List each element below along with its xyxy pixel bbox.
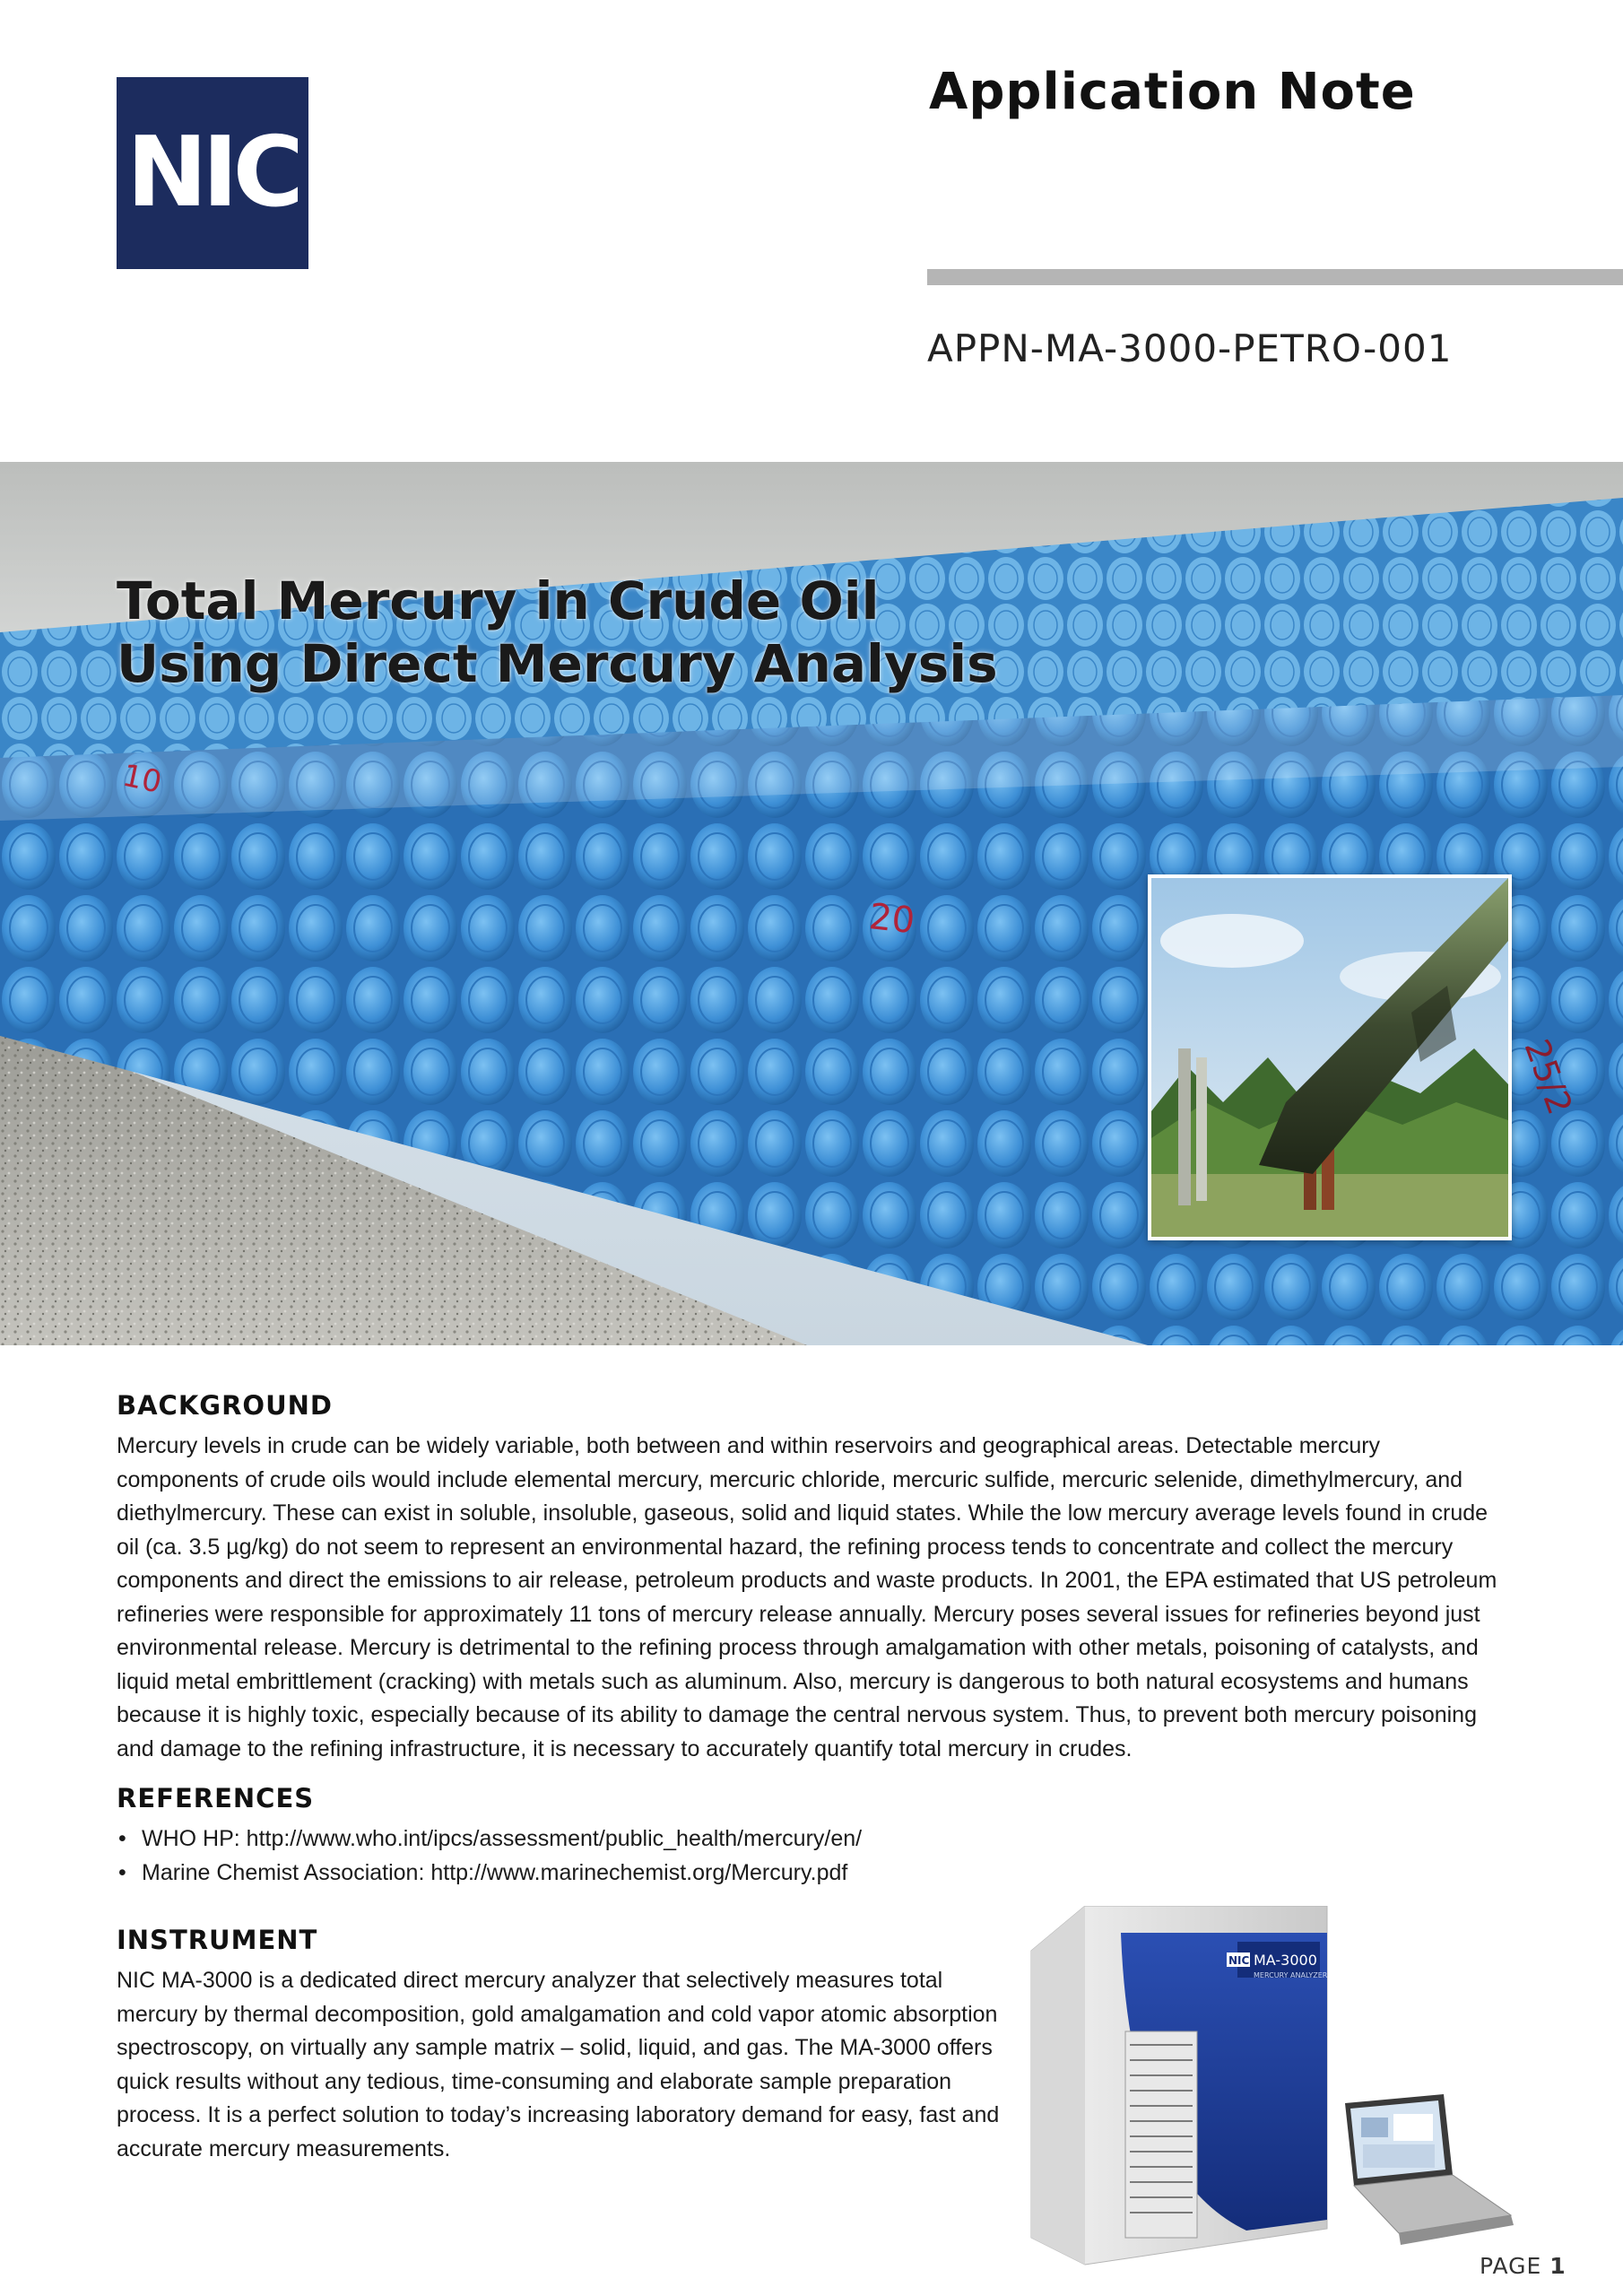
page-number bbox=[1480, 2253, 1567, 2279]
references-heading: REFERENCES bbox=[117, 1783, 315, 1813]
hero-title bbox=[117, 570, 998, 695]
page-label: PAGE bbox=[1480, 2253, 1542, 2279]
instrument-badge: NIC bbox=[1228, 1954, 1250, 1967]
document-code: APPN-MA-3000-PETRO-001 bbox=[927, 326, 1453, 370]
references-list bbox=[117, 1822, 862, 1890]
instrument-subtitle: MERCURY ANALYZER bbox=[1254, 1971, 1328, 1979]
hero-title-line-1: Total Mercury in Crude Oil bbox=[117, 570, 880, 631]
instrument-photo bbox=[1022, 1906, 1524, 2274]
barrel-marking-25-2: 25/2 bbox=[1516, 1034, 1581, 1120]
background-text: Mercury levels in crude can be widely variable, both between and within reservoirs and geographical areas. Detectable mercury components of crude oils would include elemental mercury, mercuric chloride, mercuric sulfide, mercuric selenide, dimethylmercury, and diethylmercury. These can exist in soluble, insoluble, gaseous, solid and liquid states. While the low mercury average levels found in crude oil (ca. 3.5 µg/kg) do not seem to represent an environmental hazard, the refining process tends to concentrate and collect the mercury components and direct the emissions to air release, petroleum products and waste products. In 2001, the EPA estimated that US petroleum refineries were responsible for approximately 11 tons of mercury release annually. Mercury poses several issues for refineries beyond just environmental release. Mercury is detrimental to the refining process through amalgamation with other metals, poisoning of catalysts, and liquid metal embrittlement (cracking) with metals such as aluminum. Also, mercury is dangerous to both natural ecosystems and humans because it is highly toxic, especially because of its ability to damage the central nervous system. Thus, to prevent both mercury poisoning and damage to the refining infrastructure, it is necessary to accurately quantify total mercury in crudes. bbox=[117, 1433, 1497, 1761]
page-number-value: 1 bbox=[1549, 2253, 1567, 2279]
barrel-marking-20: 20 bbox=[866, 896, 917, 943]
hero-banner bbox=[0, 462, 1623, 1345]
nic-logo bbox=[117, 77, 308, 269]
instrument-text: NIC MA-3000 is a dedicated direct mercury analyzer that selectively measures total mercury by thermal decomposition, gold amalgamation and cold vapor atomic absorption spectroscopy, on virtually any sample matrix – solid, liquid, and gas. The MA-3000 offers quick results without any tedious, time-consuming and elaborate sample preparation process. It is a perfect solution to today’s increasing laboratory demand for easy, fast and accurate mercury measurements. bbox=[117, 1968, 1000, 2161]
barrel-marking-10: 10 bbox=[119, 757, 165, 801]
pipeline-photo bbox=[1148, 874, 1512, 1240]
instrument-heading: INSTRUMENT bbox=[117, 1925, 318, 1955]
header-divider-bar bbox=[927, 269, 1623, 285]
instrument-model-label: MA-3000 bbox=[1254, 1952, 1317, 1969]
reference-item-marine-chemist: • Marine Chemist Association: http://www.marinechemist.org/Mercury.pdf bbox=[117, 1857, 862, 1891]
reference-item-who: • WHO HP: http://www.who.int/ipcs/assessment/public_health/mercury/en/ bbox=[117, 1822, 862, 1857]
application-note-title: Application Note bbox=[929, 63, 1416, 121]
hero-title-line-2: Using Direct Mercury Analysis bbox=[117, 633, 998, 694]
background-heading: BACKGROUND bbox=[117, 1390, 333, 1421]
logo-text: NIC bbox=[126, 117, 299, 229]
